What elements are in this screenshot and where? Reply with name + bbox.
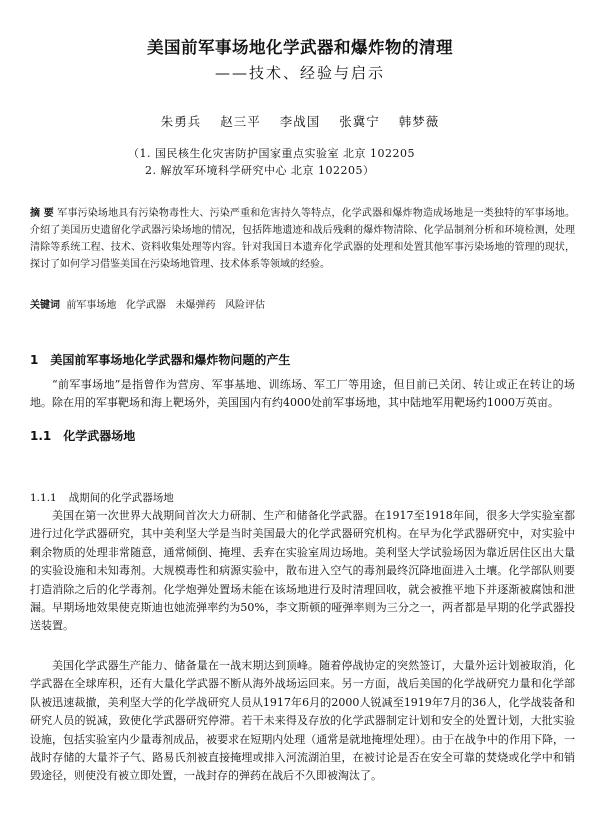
keyword: 前军事场地 xyxy=(66,300,117,311)
abstract-label: 摘 要 xyxy=(30,208,54,219)
keyword: 化学武器 xyxy=(125,300,166,311)
keywords-label: 关键词 xyxy=(30,300,60,311)
keywords xyxy=(30,297,575,314)
section-number: 1 xyxy=(30,353,39,367)
section-heading-1-1-1 xyxy=(30,490,174,505)
paper-subtitle: ——技术、经验与启示 xyxy=(214,64,385,82)
affiliation-1: （1. 国民核生化灾害防护国家重点实验室 北京 102205 xyxy=(128,147,415,160)
paper-title: 美国前军事场地化学武器和爆炸物的清理 xyxy=(147,38,453,57)
keyword: 风险评估 xyxy=(225,300,265,311)
author-name: 赵三平 xyxy=(220,114,261,129)
author-name: 韩梦薇 xyxy=(398,114,440,129)
section-title: 化学武器场地 xyxy=(63,429,136,443)
section-1-paragraph: “前军事场地”是指曾作为营房、军事基地、训练场、军工厂等用途，但目前已关闭、转让或正在转让的场地。除在用的军事靶场和海上靶场外，美国国内有约4000处前军事场地，其中陆地军用靶场约1000万英亩。 xyxy=(30,378,575,410)
body-paragraph: 美国在第一次世界大战期间首次大力研制、生产和储备化学武器。在1917至1918年间，很多大学实验室都进行过化学武器研究，其中美利坚大学是当时美国最大的化学武器研究机构。在早为化学武器研究中，对实验中剩余物质的处理非常随意，通常倾倒、掩埋、丢弃在实验室周边场地。美利坚大学试验场因为靠近居住区出大量的实验设施和未知毒剂。大规模毒性和病源实验中，散布进入空气的毒剂最终沉降地面进入土壤。化学部队则要打造消除之后的化学毒剂。化学炮弹处置场未能在该场地进行及时清理回收，就会被推平地下并逐渐被腐蚀和泄漏。早期场地效果使克斯迪也她流弹率约为50%，李文斯顿的哑弹率则为三分之一，两者都是早期的化学武器投送装置。 xyxy=(30,509,575,633)
author-name: 朱勇兵 xyxy=(160,114,202,129)
author-list xyxy=(0,112,600,130)
section-heading-1-1 xyxy=(30,427,135,444)
abstract xyxy=(30,205,575,273)
body-paragraph: 美国化学武器生产能力、储备量在一战末期达到顶峰。随着停战协定的突然签订，大量外运计划被取消，化学武器在全球库积，还有大量化学武器不断从海外战场运回来。另一方面，战后美国的化学战研究力量和化学部队被迅速裁撤，美利坚大学的化学战研究人员从1917年6月的2000人锐减至1919年7月的36人，化学战装备和研究人员的锐减，致使化学武器研究停滞。若干未来得及存放的化学武器制定计划和安全的处置计划，大批实验设施，包括实验室内少量毒剂成品，被要求在短期内处理（通常是就地掩埋处理）。由于在战争中的作用下降，一战时存储的大量芥子气、路易氏剂被直接掩埋或排入河流湖泊里，在被讨论是否在安全可靠的焚烧或化学中和销毁途径，则使没有被立即处置，一战封存的弹药在战后不久即被淘汰了。 xyxy=(30,659,575,783)
section-title: 美国前军事场地化学武器和爆炸物问题的产生 xyxy=(50,353,291,367)
section-title: 战期间的化学武器场地 xyxy=(68,492,174,504)
keyword: 未爆弹药 xyxy=(175,300,216,311)
section-number: 1.1 xyxy=(30,429,52,443)
section-heading-1 xyxy=(30,351,290,368)
author-name: 张冀宁 xyxy=(339,114,380,129)
affiliation-2: 2. 解放军环境科学研究中心 北京 102205） xyxy=(145,164,375,177)
section-number: 1.1.1 xyxy=(30,492,57,504)
author-name: 李战国 xyxy=(279,114,321,129)
abstract-text: 军事污染场地具有污染物毒性大、污染严重和危害持久等特点，化学武器和爆炸物造成场地是一类独特的军事场地。介绍了美国历史遗留化学武器污染场地的情况，包括阵地遗迹和战后残剩的爆炸物清除、化学品制剂分析和环境检测，处理清除等系统工程、技术、资料收集处理等内容。针对我国日本遗弃化学武器的处理和处置其他军事污染场地的管理的现状，探讨了如何学习借鉴美国在污染场地管理、技术体系等领域的经验。 xyxy=(30,208,576,270)
